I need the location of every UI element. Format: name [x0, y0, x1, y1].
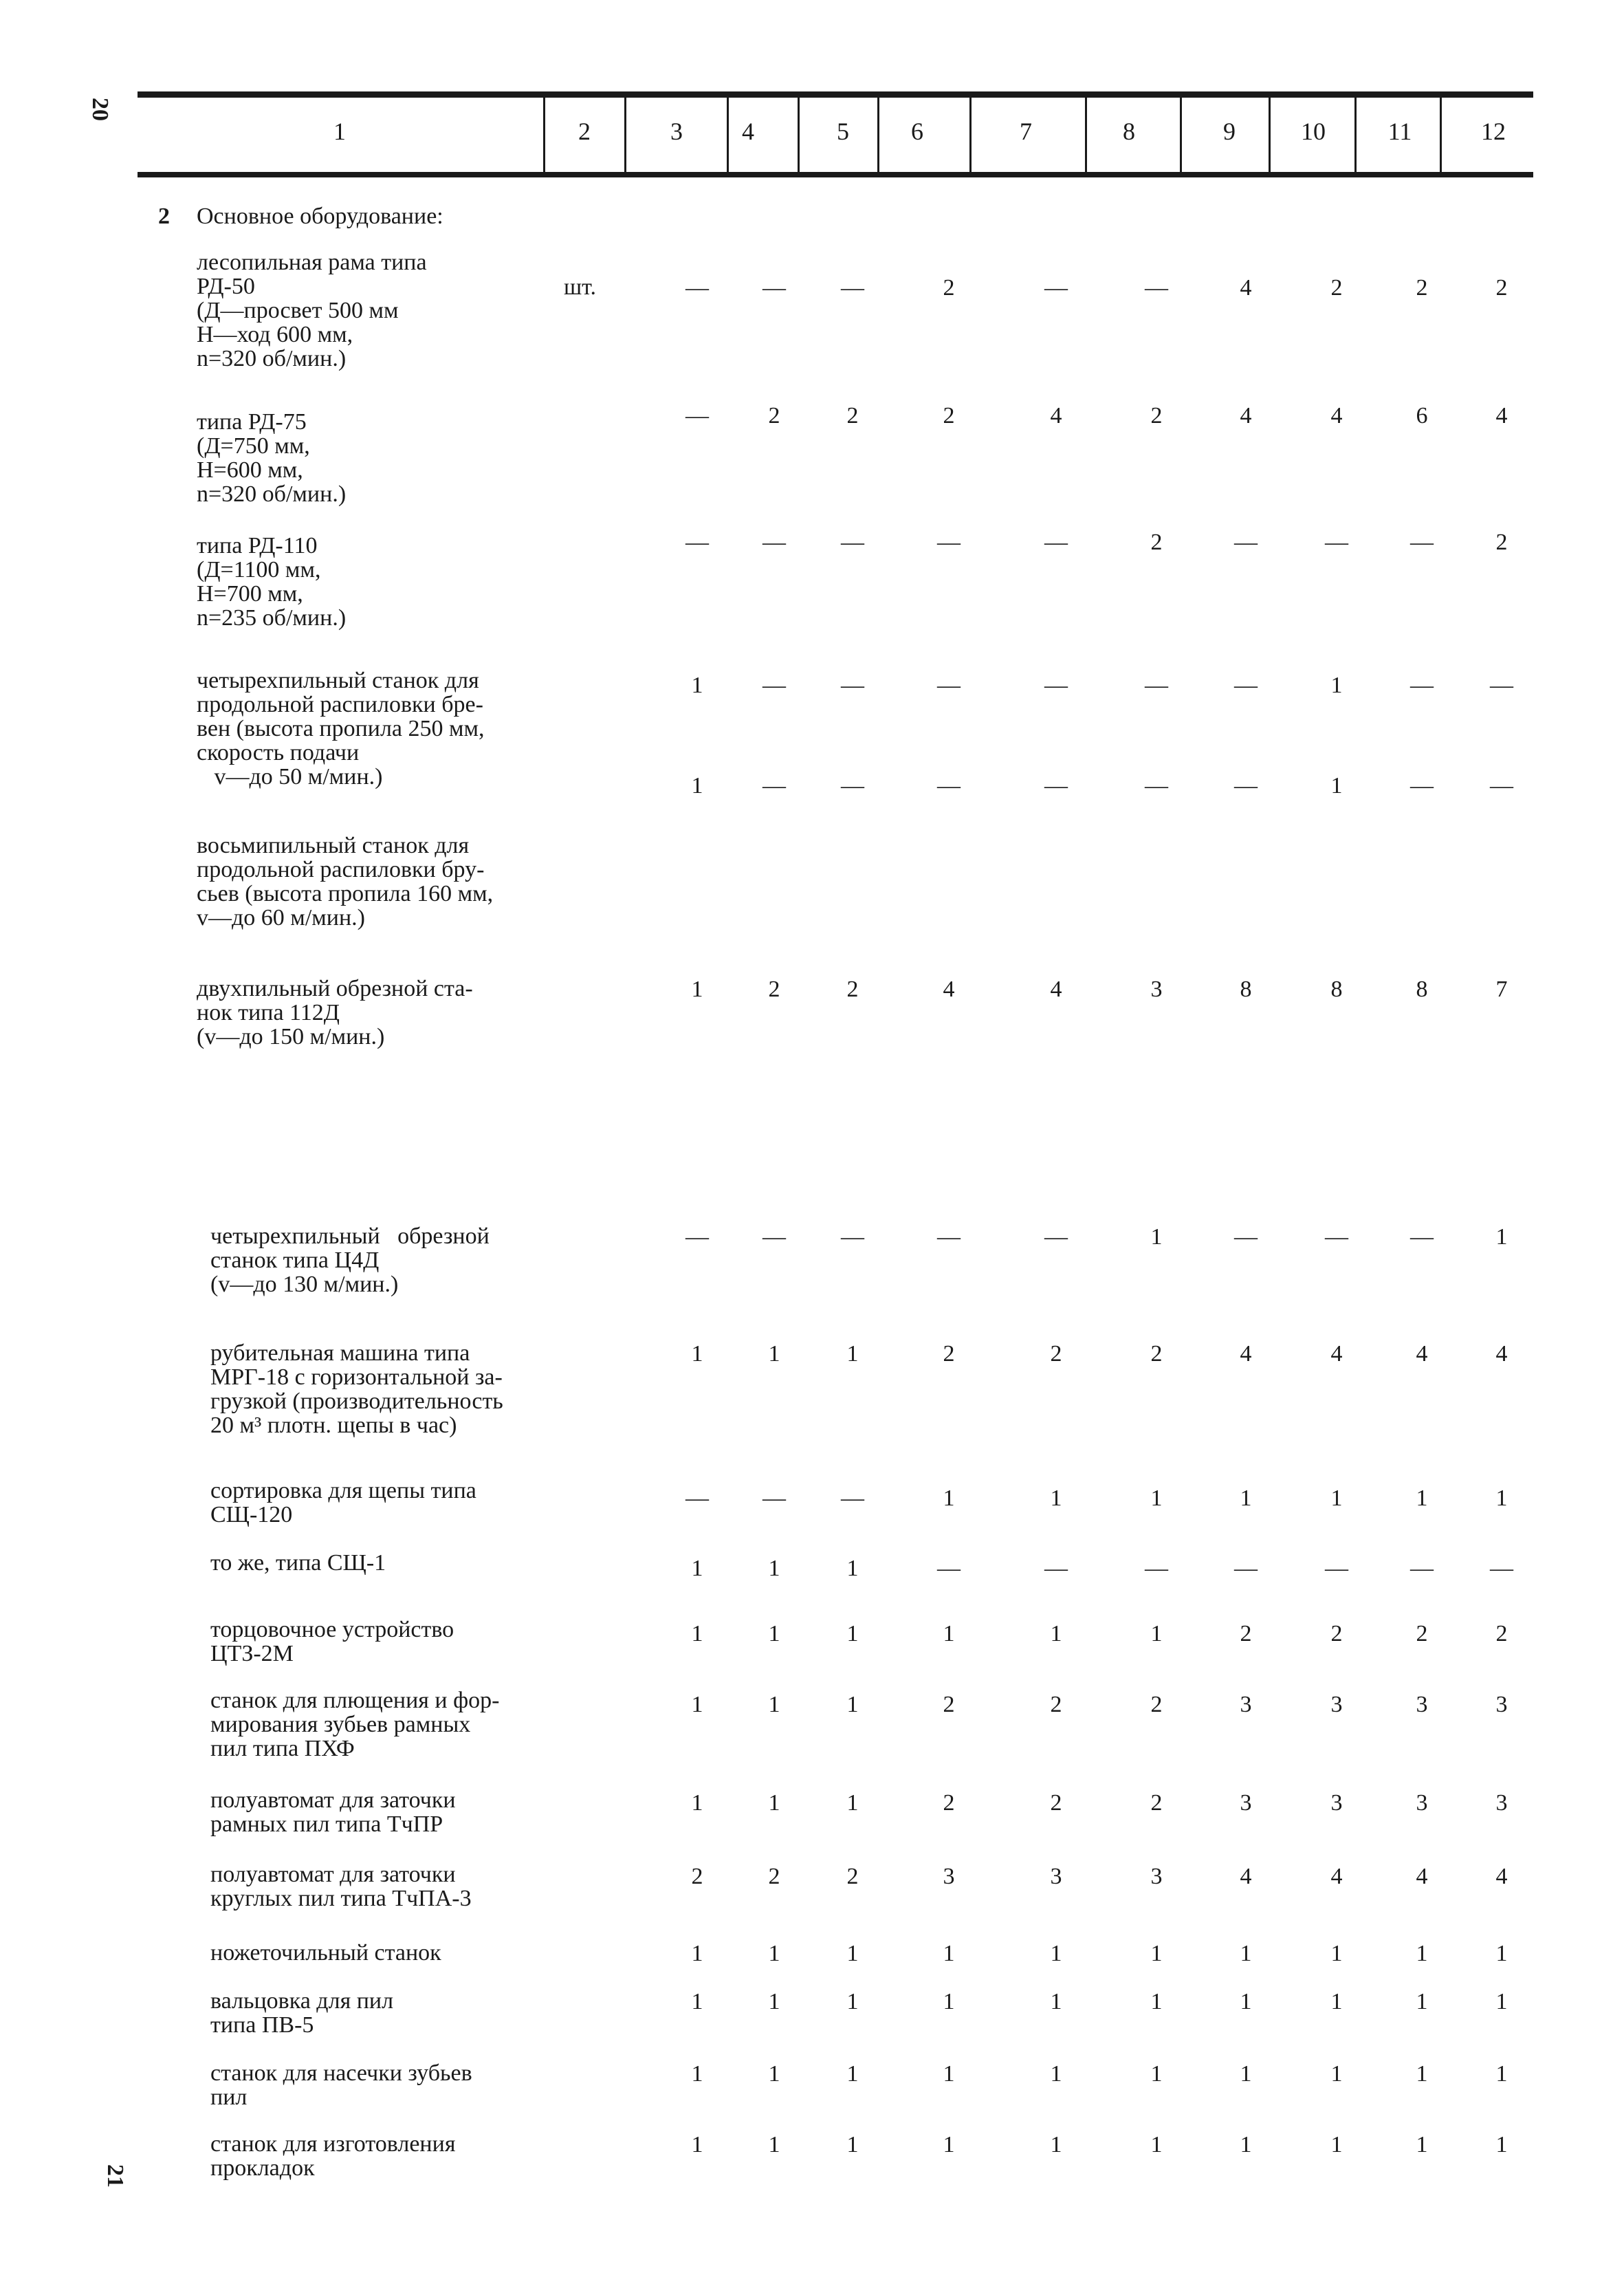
value-cell: 1 [768, 1941, 780, 1966]
value-cell: — [1410, 1556, 1434, 1581]
value-cell: 1 [1050, 1941, 1062, 1966]
value-cell: 2 [768, 403, 780, 428]
value-cell: — [762, 275, 786, 301]
value-cell: 4 [1330, 1864, 1343, 1889]
value-cell: — [937, 530, 961, 555]
value-cell: 4 [1240, 1864, 1252, 1889]
column-header: 6 [911, 118, 923, 145]
equipment-name: четырехпильный станок для продольной распиловки бре- вен (высота пропила 250 мм, скорость подачи v—до 50 м/мин.) [197, 668, 485, 790]
value-cell: — [685, 1485, 709, 1511]
column-divider [969, 98, 972, 172]
value-cell: 1 [1416, 1941, 1428, 1966]
equipment-name: вальцовка для пил типа ПВ-5 [210, 1988, 394, 2038]
value-cell: 1 [691, 773, 703, 798]
column-header: 7 [1020, 118, 1032, 145]
value-cell: — [1234, 673, 1258, 698]
value-cell: — [1325, 1556, 1348, 1581]
value-cell: 1 [1150, 2132, 1163, 2157]
column-divider [798, 98, 800, 172]
value-cell: — [1234, 773, 1258, 798]
value-cell: 4 [943, 977, 955, 1002]
value-cell: 1 [943, 1989, 955, 2014]
value-cell: 1 [1240, 2132, 1252, 2157]
value-cell: 2 [1495, 530, 1508, 555]
value-cell: 3 [1050, 1864, 1062, 1889]
value-cell: 2 [846, 403, 859, 428]
value-cell: 4 [1240, 403, 1252, 428]
value-cell: 1 [846, 1341, 859, 1367]
column-header: 8 [1123, 118, 1135, 145]
value-cell: 1 [943, 1485, 955, 1511]
value-cell: 1 [1050, 1621, 1062, 1646]
equipment-name: ножеточильный станок [210, 1940, 441, 1966]
value-cell: 1 [1330, 2061, 1343, 2087]
page-number-right: 21 [102, 2164, 128, 2188]
value-cell: — [1234, 1556, 1258, 1581]
value-cell: 1 [1050, 2061, 1062, 2087]
value-cell: 2 [1330, 1621, 1343, 1646]
equipment-name: станок для изготовления прокладок [210, 2131, 456, 2181]
value-cell: 1 [1150, 1224, 1163, 1250]
value-cell: 1 [1495, 1989, 1508, 2014]
value-cell: 1 [768, 2132, 780, 2157]
value-cell: 1 [691, 1556, 703, 1581]
value-cell: 1 [846, 1692, 859, 1717]
column-divider [1440, 98, 1442, 172]
value-cell: 3 [1330, 1790, 1343, 1816]
value-cell: 4 [1495, 1864, 1508, 1889]
value-cell: — [841, 530, 864, 555]
value-cell: — [762, 1224, 786, 1250]
equipment-name: четырехпильный обрезной станок типа Ц4Д (v—до 130 м/мин.) [210, 1223, 490, 1297]
value-cell: 7 [1495, 977, 1508, 1002]
value-cell: 1 [1495, 1941, 1508, 1966]
value-cell: 2 [1150, 530, 1163, 555]
column-header: 12 [1481, 118, 1506, 145]
value-cell: 1 [1240, 1941, 1252, 1966]
value-cell: 4 [1330, 1341, 1343, 1367]
value-cell: — [685, 403, 709, 428]
section-title: Основное оборудование: [197, 204, 443, 229]
value-cell: 1 [691, 977, 703, 1002]
value-cell: 1 [846, 2061, 859, 2087]
value-cell: 4 [1240, 1341, 1252, 1367]
value-cell: 3 [1416, 1790, 1428, 1816]
value-cell: 1 [846, 1621, 859, 1646]
value-cell: 1 [1240, 2061, 1252, 2087]
value-cell: — [937, 673, 961, 698]
value-cell: 1 [846, 1556, 859, 1581]
equipment-name: сортировка для щепы типа СЩ-120 [210, 1478, 476, 1527]
value-cell: 2 [1150, 403, 1163, 428]
value-cell: — [1410, 773, 1434, 798]
equipment-name: лесопильная рама типа РД-50 (Д—просвет 500 мм Н—ход 600 мм, n=320 об/мин.) [197, 250, 427, 371]
value-cell: — [1145, 275, 1168, 301]
value-cell: 1 [1416, 1989, 1428, 2014]
value-cell: 1 [768, 1621, 780, 1646]
value-cell: 4 [1416, 1341, 1428, 1367]
value-cell: 4 [1240, 275, 1252, 301]
value-cell: 2 [1150, 1692, 1163, 1717]
value-cell: — [762, 1485, 786, 1511]
value-cell: 2 [1240, 1621, 1252, 1646]
column-header: 2 [578, 118, 591, 145]
value-cell: 1 [1150, 1989, 1163, 2014]
value-cell: 1 [1330, 2132, 1343, 2157]
value-cell: 1 [1050, 1485, 1062, 1511]
value-cell: 3 [1240, 1692, 1252, 1717]
unit-cell: шт. [564, 274, 596, 300]
column-header: 1 [333, 118, 346, 145]
value-cell: — [762, 773, 786, 798]
value-cell: 2 [1150, 1790, 1163, 1816]
value-cell: 1 [768, 1790, 780, 1816]
column-divider [877, 98, 879, 172]
column-header: 3 [670, 118, 683, 145]
header-rule-bottom [138, 172, 1533, 177]
value-cell: — [1490, 673, 1513, 698]
value-cell: — [841, 1224, 864, 1250]
value-cell: — [841, 1485, 864, 1511]
equipment-name: восьмипильный станок для продольной распиловки бру- сьев (высота пропила 160 мм, v—до 60 м/мин.) [197, 833, 494, 930]
value-cell: 1 [1050, 1989, 1062, 2014]
value-cell: 1 [691, 1621, 703, 1646]
value-cell: 1 [768, 1692, 780, 1717]
column-header: 4 [742, 118, 754, 145]
value-cell: — [762, 673, 786, 698]
value-cell: 3 [1495, 1790, 1508, 1816]
value-cell: 1 [691, 673, 703, 698]
value-cell: 1 [943, 2132, 955, 2157]
value-cell: 1 [1495, 1224, 1508, 1250]
value-cell: — [937, 1224, 961, 1250]
value-cell: — [1145, 1556, 1168, 1581]
column-header: 11 [1387, 118, 1412, 145]
value-cell: 2 [1330, 275, 1343, 301]
value-cell: 3 [943, 1864, 955, 1889]
value-cell: 1 [1330, 1989, 1343, 2014]
value-cell: 1 [1495, 2132, 1508, 2157]
value-cell: — [1234, 530, 1258, 555]
value-cell: 2 [1416, 1621, 1428, 1646]
column-header: 10 [1301, 118, 1326, 145]
value-cell: 2 [943, 275, 955, 301]
value-cell: 1 [846, 1941, 859, 1966]
value-cell: 8 [1330, 977, 1343, 1002]
column-divider [624, 98, 626, 172]
value-cell: 1 [768, 2061, 780, 2087]
value-cell: 8 [1240, 977, 1252, 1002]
value-cell: 2 [943, 403, 955, 428]
value-cell: 3 [1240, 1790, 1252, 1816]
value-cell: 1 [943, 1621, 955, 1646]
value-cell: — [1044, 773, 1068, 798]
value-cell: — [1490, 773, 1513, 798]
value-cell: 3 [1330, 1692, 1343, 1717]
value-cell: — [1410, 530, 1434, 555]
page-number-left: 20 [87, 98, 113, 121]
value-cell: — [1325, 1224, 1348, 1250]
value-cell: 1 [1150, 1941, 1163, 1966]
value-cell: 1 [1240, 1485, 1252, 1511]
value-cell: — [1044, 1556, 1068, 1581]
value-cell: 2 [1416, 275, 1428, 301]
value-cell: 2 [1495, 1621, 1508, 1646]
value-cell: 3 [1416, 1692, 1428, 1717]
value-cell: — [1044, 530, 1068, 555]
value-cell: 1 [1330, 773, 1343, 798]
value-cell: 1 [1495, 1485, 1508, 1511]
value-cell: 4 [1495, 1341, 1508, 1367]
value-cell: 1 [691, 1790, 703, 1816]
value-cell: 1 [1416, 1485, 1428, 1511]
value-cell: 1 [1150, 1621, 1163, 1646]
value-cell: 1 [1240, 1989, 1252, 2014]
value-cell: 1 [1416, 2132, 1428, 2157]
value-cell: 4 [1050, 403, 1062, 428]
value-cell: 1 [691, 1341, 703, 1367]
value-cell: — [685, 530, 709, 555]
value-cell: — [685, 275, 709, 301]
value-cell: 4 [1495, 403, 1508, 428]
value-cell: 1 [1330, 673, 1343, 698]
value-cell: 1 [943, 1941, 955, 1966]
value-cell: — [841, 773, 864, 798]
value-cell: — [937, 773, 961, 798]
value-cell: 2 [943, 1341, 955, 1367]
value-cell: 1 [1330, 1485, 1343, 1511]
value-cell: 1 [691, 1941, 703, 1966]
value-cell: — [1145, 773, 1168, 798]
value-cell: 2 [846, 1864, 859, 1889]
column-header: 9 [1223, 118, 1236, 145]
value-cell: — [1145, 673, 1168, 698]
value-cell: — [685, 1224, 709, 1250]
value-cell: 1 [691, 1989, 703, 2014]
value-cell: 3 [1150, 1864, 1163, 1889]
value-cell: — [1044, 275, 1068, 301]
equipment-name: полуавтомат для заточки рамных пил типа ТчПР [210, 1787, 456, 1837]
value-cell: 2 [943, 1790, 955, 1816]
value-cell: 1 [768, 1341, 780, 1367]
value-cell: 2 [768, 977, 780, 1002]
column-divider [1085, 98, 1087, 172]
column-divider [1180, 98, 1182, 172]
value-cell: 3 [1150, 977, 1163, 1002]
value-cell: 1 [1416, 2061, 1428, 2087]
value-cell: — [1044, 673, 1068, 698]
value-cell: 1 [691, 2132, 703, 2157]
value-cell: 1 [768, 1556, 780, 1581]
section-number: 2 [158, 204, 170, 229]
value-cell: — [937, 1556, 961, 1581]
column-divider [543, 98, 545, 172]
value-cell: 1 [846, 1989, 859, 2014]
value-cell: 4 [1050, 977, 1062, 1002]
equipment-name: двухпильный обрезной ста- нок типа 112Д (v—до 150 м/мин.) [197, 976, 473, 1049]
equipment-name: рубительная машина типа МРГ-18 с горизонтальной за- грузкой (производительность 20 м³ плотн. щепы в час) [210, 1340, 503, 1438]
equipment-name: полуавтомат для заточки круглых пил типа ТчПА-3 [210, 1862, 472, 1911]
value-cell: 2 [1495, 275, 1508, 301]
value-cell: 1 [1330, 1941, 1343, 1966]
value-cell: — [1410, 1224, 1434, 1250]
value-cell: 2 [768, 1864, 780, 1889]
value-cell: 1 [691, 1692, 703, 1717]
value-cell: 3 [1495, 1692, 1508, 1717]
value-cell: — [1490, 1556, 1513, 1581]
value-cell: 1 [1495, 2061, 1508, 2087]
column-divider [1354, 98, 1357, 172]
value-cell: — [841, 275, 864, 301]
value-cell: 4 [1416, 1864, 1428, 1889]
value-cell: 4 [1330, 403, 1343, 428]
value-cell: 6 [1416, 403, 1428, 428]
value-cell: 1 [691, 2061, 703, 2087]
value-cell: — [1044, 1224, 1068, 1250]
equipment-name: то же, типа СЩ-1 [210, 1550, 386, 1576]
value-cell: 8 [1416, 977, 1428, 1002]
column-divider [1269, 98, 1271, 172]
value-cell: 1 [1050, 2132, 1062, 2157]
value-cell: 2 [846, 977, 859, 1002]
value-cell: — [1410, 673, 1434, 698]
column-header: 5 [837, 118, 849, 145]
value-cell: — [1234, 1224, 1258, 1250]
value-cell: 1 [768, 1989, 780, 2014]
equipment-name: станок для плющения и фор- мирования зубьев рамных пил типа ПХФ [210, 1688, 500, 1761]
value-cell: 2 [943, 1692, 955, 1717]
value-cell: 1 [846, 2132, 859, 2157]
value-cell: 2 [1050, 1341, 1062, 1367]
value-cell: 1 [1150, 1485, 1163, 1511]
value-cell: 2 [691, 1864, 703, 1889]
value-cell: — [762, 530, 786, 555]
value-cell: 2 [1150, 1341, 1163, 1367]
value-cell: 1 [943, 2061, 955, 2087]
value-cell: 1 [846, 1790, 859, 1816]
value-cell: — [1325, 530, 1348, 555]
value-cell: — [841, 673, 864, 698]
header-rule-top [138, 91, 1533, 98]
value-cell: 2 [1050, 1692, 1062, 1717]
value-cell: 1 [1150, 2061, 1163, 2087]
equipment-name: типа РД-110 (Д=1100 мм, Н=700 мм, n=235 об/мин.) [197, 533, 347, 631]
equipment-name: типа РД-75 (Д=750 мм, Н=600 мм, n=320 об/мин.) [197, 409, 347, 507]
equipment-name: станок для насечки зубьев пил [210, 2060, 472, 2110]
value-cell: 2 [1050, 1790, 1062, 1816]
equipment-name: торцовочное устройство ЦТЗ-2М [210, 1617, 454, 1666]
